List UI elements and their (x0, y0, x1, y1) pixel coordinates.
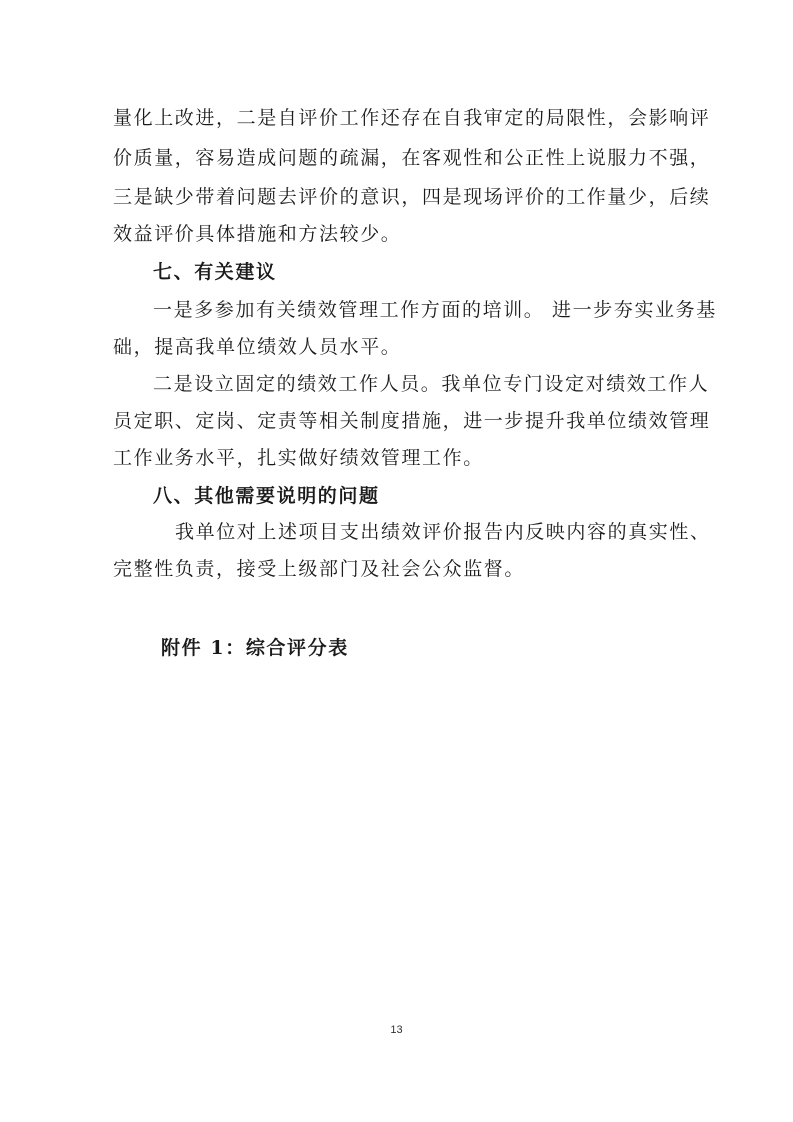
body-line: 二是设立固定的绩效工作人员。我单位专门设定对绩效工作人 (153, 373, 710, 395)
attachment-title: 附件 1：综合评分表 (161, 637, 349, 659)
body-line: 三是缺少带着问题去评价的意识，四是现场评价的工作量少，后续 (113, 186, 711, 208)
body-line: 础，提高我单位绩效人员水平。 (113, 336, 402, 358)
body-line: 量化上改进，二是自评价工作还存在自我审定的局限性，会影响评 (113, 107, 711, 129)
body-line: 一是多参加有关绩效管理工作方面的培训。 进一步夯实业务基 (153, 299, 717, 321)
page-number: 13 (390, 1024, 403, 1036)
section-heading-8: 八、其他需要说明的问题 (153, 485, 380, 507)
body-line: 我单位对上述项目支出绩效评价报告内反映内容的真实性、 (175, 521, 711, 543)
section-heading-7: 七、有关建议 (153, 261, 277, 283)
body-line: 工作业务水平，扎实做好绩效管理工作。 (113, 447, 484, 469)
body-line: 员定职、定岗、定责等相关制度措施，进一步提升我单位绩效管理 (113, 410, 711, 432)
body-line: 价质量，容易造成问题的疏漏，在客观性和公正性上说服力不强， (113, 147, 711, 169)
body-line: 完整性负责，接受上级部门及社会公众监督。 (113, 558, 526, 580)
body-line: 效益评价具体措施和方法较少。 (113, 223, 402, 245)
